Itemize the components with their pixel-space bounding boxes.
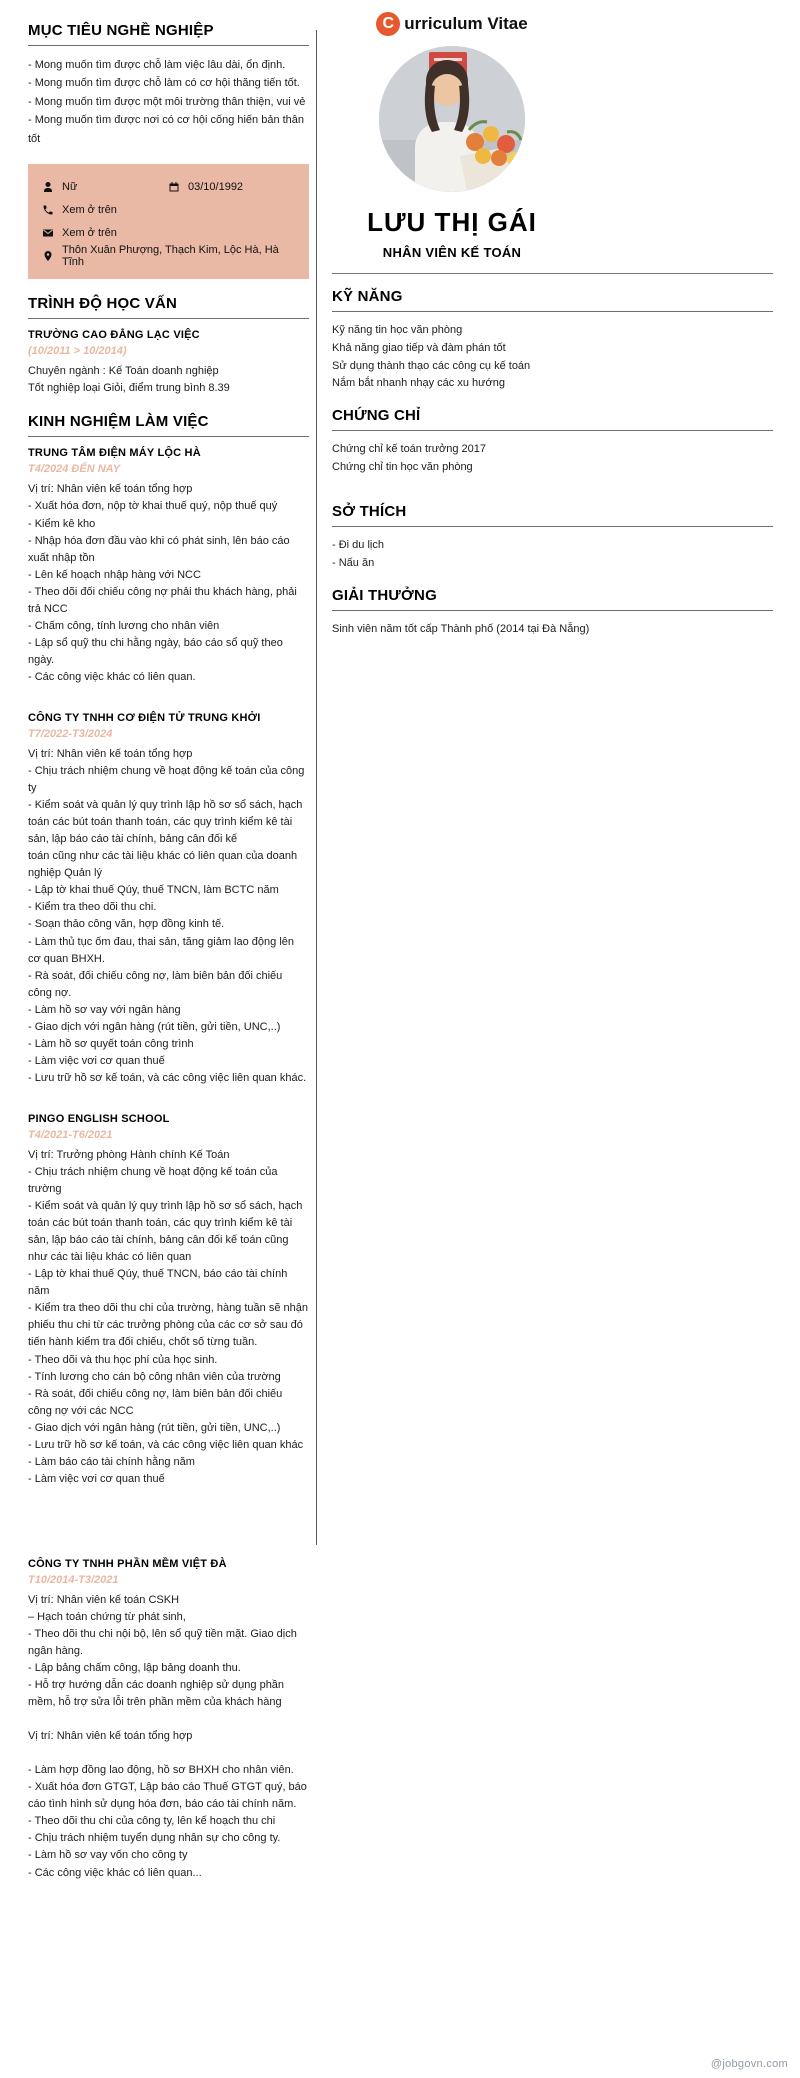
phone-field [42, 198, 295, 221]
job-entry-1 [28, 447, 309, 686]
left-column [28, 22, 309, 1898]
job-duty-line: - Kiểm tra theo dõi thu chi. [28, 901, 157, 914]
award-item: Sinh viên năm tốt cấp Thành phố (2014 tại Đà Nẵng) [332, 622, 590, 635]
job-period: T4/2024 ĐẾN NAY [28, 463, 121, 476]
section-awards [332, 587, 773, 639]
skill-item: Khả năng giao tiếp và đàm phán tốt [332, 341, 506, 354]
calendar-icon [168, 181, 180, 193]
job-duty-line: - Chịu trách nhiệm chung về hoạt động kế toán của trường [28, 1165, 278, 1196]
job-duty-line: - Theo dõi và thu học phí của học sinh. [28, 1353, 218, 1366]
job-duty-line: - Soạn thảo công văn, hợp đồng kinh tế. [28, 918, 225, 931]
education-line: Tốt nghiệp loại Giỏi, điểm trung bình 8.39 [28, 382, 230, 395]
job-duties [28, 1147, 309, 1488]
logo-c-icon: C [376, 12, 400, 36]
section-experience [28, 413, 309, 1881]
column-divider [316, 30, 317, 1545]
job-period: T7/2022-T3/2024 [28, 728, 113, 740]
job-duties [28, 1592, 309, 1882]
hobby-item: - Đi du lịch [332, 538, 384, 551]
certificates-heading: CHỨNG CHỈ [332, 407, 773, 431]
job-company: CÔNG TY TNHH CƠ ĐIỆN TỬ TRUNG KHỞI [28, 712, 261, 724]
phone-value: Xem ở trên [62, 203, 117, 216]
job-duty-line: - Làm hồ sơ vay vốn cho công ty [28, 1849, 188, 1862]
education-period: (10/2011 > 10/2014) [28, 345, 127, 358]
person-icon [42, 181, 54, 193]
job-duty-line: - Làm hồ sơ vay với ngân hàng [28, 1003, 181, 1016]
job-duty-line: - Làm thủ tục ốm đau, thai sản, tăng giảm lao động lên cơ quan BHXH. [28, 935, 294, 965]
job-period: T4/2021-T6/2021 [28, 1128, 113, 1141]
job-duty-line: - Lập tờ khai thuế Qúy, thuế TNCN, làm BCTC năm [28, 884, 279, 897]
job-duty-line: - Kiểm soát và quản lý quy trình lập hồ sơ sổ sách, hạch toán các bút toán thanh toán, các quy trình kiểm kê tài sản, lập báo cáo tài chính, bảng cân đối kế [28, 799, 303, 846]
job-duty-line: - Giao dịch với ngân hàng (rút tiền, gửi tiền, UNC,..) [28, 1020, 281, 1033]
job-duty-line: - Lưu trữ hồ sơ kế toán, và các công việc liên quan khác. [28, 1071, 307, 1084]
skills-list [332, 322, 773, 393]
education-details [28, 363, 309, 397]
certificates-list [332, 441, 773, 477]
objective-item: - Mong muốn tìm được nơi có cơ hội cống hiến bản thân tốt [28, 114, 305, 145]
education-line: Chuyên ngành : Kế Toán doanh nghiệp [28, 365, 219, 378]
address-value: Thôn Xuân Phượng, Thạch Kim, Lộc Hà, Hà Tĩnh [62, 244, 279, 269]
skills-heading: KỸ NĂNG [332, 288, 773, 312]
job-duty-line: – Hạch toán chứng từ phát sinh, [28, 1610, 186, 1623]
job-duty-line: - Giao dịch với ngân hàng (rút tiền, gửi tiền, UNC,..) [28, 1421, 281, 1434]
envelope-icon [42, 227, 54, 239]
section-hobbies [332, 503, 773, 573]
job-duties [28, 481, 309, 686]
job-duty-line: - Rà soát, đối chiếu công nợ, làm biên bản đối chiếu công nợ với các NCC [28, 1387, 283, 1417]
info-row-gender-dob [42, 175, 295, 198]
section-education [28, 295, 309, 397]
header-divider [332, 273, 773, 274]
email-field [42, 221, 295, 244]
job-duty-line: Vị trí: Nhân viên kế toán tổng hợp [28, 483, 193, 496]
hobbies-heading: SỞ THÍCH [332, 503, 773, 527]
job-duty-line: - Hỗ trợ hướng dẫn các doanh nghiệp sử dụng phần mềm, hỗ trợ sửa lỗi trên phần mềm của khách hàng [28, 1679, 285, 1709]
job-duty-line: - Lưu trữ hồ sơ kế toán, và các công việc liên quan khác [28, 1438, 304, 1451]
job-duty-line: - Theo dõi thu chi nội bộ, lên sổ quỹ tiền mặt. Giao dịch ngân hàng. [28, 1627, 297, 1658]
job-entry-3 [28, 1113, 309, 1488]
job-duty-line: - Lập bảng chấm công, lập bảng doanh thu. [28, 1662, 241, 1675]
job-duty-line: - Các công việc khác có liên quan... [28, 1866, 202, 1879]
objective-item: - Mong muốn tìm được chỗ làm việc lâu dài, ổn định. [28, 59, 286, 71]
job-period: T10/2014-T3/2021 [28, 1573, 119, 1586]
job-duty-line [28, 1711, 309, 1728]
cv-logo [376, 12, 527, 36]
job-duty-line: - Các công việc khác có liên quan. [28, 670, 196, 683]
certificate-item: Chứng chỉ kế toán trưởng 2017 [332, 443, 487, 456]
watermark: @jobgovn.com [710, 2058, 788, 2070]
job-company: PINGO ENGLISH SCHOOL [28, 1112, 170, 1125]
logo-text: urriculum Vitae [404, 14, 528, 33]
job-duty-line: - Theo dõi thu chi của công ty, lên kế hoạch thu chi [28, 1815, 276, 1828]
education-heading: TRÌNH ĐỘ HỌC VẤN [28, 295, 309, 319]
job-company: CÔNG TY TNHH PHẦN MỀM VIỆT ĐÀ [28, 1557, 227, 1570]
job-duty-line: - Làm hợp đồng lao động, hồ sơ BHXH cho nhân viên. [28, 1764, 294, 1777]
section-certificates [332, 407, 773, 477]
job-duty-line: - Rà soát, đối chiếu công nợ, làm biên bản đối chiếu công nợ. [28, 969, 283, 999]
job-duty-line: Vị trí: Nhân viên kế toán CSKH [28, 1593, 180, 1606]
job-duty-line: - Làm việc vơi cơ quan thuế [28, 1054, 165, 1067]
job-duty-line: - Lập sổ quỹ thu chi hằng ngày, báo cáo sổ quỹ theo ngày. [28, 636, 283, 666]
job-duty-line: - Lên kế hoạch nhập hàng với NCC [28, 568, 201, 581]
skill-item: Sử dụng thành thạo các công cụ kế toán [332, 359, 531, 372]
address-field [42, 244, 295, 268]
section-objective [28, 22, 309, 148]
job-duty-line: Vị trí: Trưởng phòng Hành chính Kế Toán [28, 1148, 230, 1161]
gender-field [42, 181, 160, 193]
job-company: TRUNG TÂM ĐIỆN MÁY LỘC HÀ [28, 447, 201, 460]
objective-heading: MỤC TIÊU NGHỀ NGHIỆP [28, 22, 309, 46]
job-duty-line: - Tính lương cho cán bộ công nhân viên của trường [28, 1370, 281, 1383]
job-duty-line: - Xuất hóa đơn, nộp tờ khai thuế quý, nộp thuế quý [28, 500, 278, 513]
hobby-item: - Nấu ăn [332, 556, 375, 569]
job-duty-line: toán cũng như các tài liệu khác có liên quan của doanh nghiệp Quản lý [28, 850, 298, 880]
job-duty-line: - Làm báo cáo tài chính hằng năm [28, 1455, 195, 1468]
job-duty-line: - Nhập hóa đơn đầu vào khi có phát sinh, lên báo cáo xuất nhập tồn [28, 534, 290, 564]
section-skills [332, 288, 773, 393]
job-duty-line: - Chấm công, tính lương cho nhân viên [28, 619, 220, 632]
certificate-item: Chứng chỉ tin học văn phòng [332, 461, 473, 474]
job-entry-4 [28, 1558, 309, 1882]
hobbies-list [332, 537, 773, 573]
job-duty-line: Vị trí: Nhân viên kế toán tổng hợp [28, 1730, 193, 1743]
job-duties [28, 746, 309, 1087]
job-duty-line: - Xuất hóa đơn GTGT, Lập báo cáo Thuế GTGT quý, báo cáo tình hình sử dụng hóa đơn, báo cáo tài chính năm. [28, 1781, 307, 1811]
profile-photo-illustration [379, 46, 525, 192]
skill-item: Kỹ năng tin học văn phòng [332, 324, 463, 336]
objective-list [28, 56, 309, 148]
profile-photo [379, 46, 525, 192]
email-value: Xem ở trên [62, 226, 117, 239]
awards-list [332, 621, 773, 639]
gender-value: Nữ [62, 180, 78, 193]
job-duty-line: Vị trí: Nhân viên kế toán tổng hợp [28, 748, 193, 760]
school-name: TRƯỜNG CAO ĐẲNG LẠC VIỆC [28, 329, 200, 342]
experience-heading: KINH NGHIỆM LÀM VIỆC [28, 413, 309, 437]
right-column [332, 8, 773, 638]
job-duty-line: - Kiểm tra theo dõi thu chi của trường, hàng tuần sẽ nhận phiếu thu chi từ các trưởng phòng của các cơ sở sau đó tiến hành kiểm tra đối chiếu, chốt số từng tuần. [28, 1302, 308, 1349]
job-duty-line: - Làm việc vơi cơ quan thuế [28, 1472, 165, 1485]
personal-info-box [28, 164, 309, 279]
job-duty-line: - Làm hồ sơ quyết toán công trình [28, 1037, 194, 1050]
objective-item: - Mong muốn tìm được chỗ làm có cơ hội thăng tiến tốt. [28, 77, 300, 90]
job-entry-2 [28, 712, 309, 1087]
dob-value: 03/10/1992 [188, 180, 244, 193]
objective-item: - Mong muốn tìm được một môi trường thân thiện, vui vẻ [28, 95, 306, 108]
candidate-title: NHÂN VIÊN KẾ TOÁN [382, 245, 522, 260]
job-duty-line: - Chịu trách nhiệm chung về hoạt động kế toán của công ty [28, 765, 305, 795]
job-duty-line [28, 1745, 309, 1762]
job-duty-line: - Chịu trách nhiệm tuyển dụng nhân sự cho công ty. [28, 1832, 281, 1845]
job-duty-line: - Kiểm kê kho [28, 517, 96, 530]
job-duty-line: - Lập tờ khai thuế Qúy, thuế TNCN, báo cáo tài chính năm [28, 1268, 288, 1298]
job-duty-line: - Kiểm soát và quản lý quy trình lập hồ sơ sổ sách, hạch toán các bút toán thanh toán, các quy trình kiểm kê tài sản, lập báo cáo tài chính, bảng cân đối kế toán cũng như các tài liệu khác có liên quan [28, 1200, 303, 1264]
job-duty-line: - Theo dõi đối chiếu công nợ phải thu khách hàng, phải trả NCC [28, 585, 297, 615]
phone-icon [42, 204, 54, 216]
skill-item: Nắm bắt nhanh nhạy các xu hướng [332, 377, 505, 390]
cv-header-block [332, 8, 572, 260]
dob-field [168, 181, 243, 193]
candidate-name: LƯU THỊ GÁI [367, 207, 537, 237]
location-pin-icon [42, 250, 54, 262]
awards-heading: GIẢI THƯỞNG [332, 587, 773, 611]
